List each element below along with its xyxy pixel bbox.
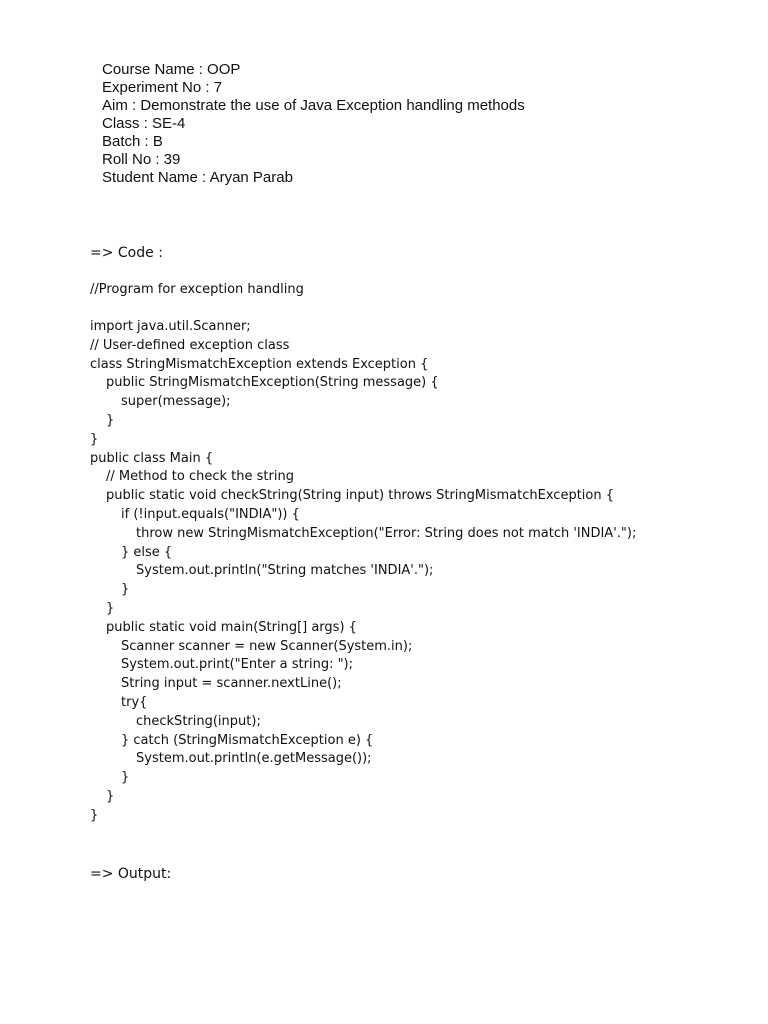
code-line: class StringMismatchException extends Exception { (90, 356, 429, 372)
code-line: checkString(input); (136, 713, 261, 729)
code-line: // Method to check the string (106, 469, 294, 485)
code-line: } (106, 600, 115, 616)
code-line: } (90, 807, 99, 823)
code-line: if (!input.equals("INDIA")) { (121, 506, 300, 522)
batch-info: Batch : B (102, 133, 163, 150)
roll-number: Roll No : 39 (102, 151, 181, 168)
code-line: System.out.println("String matches 'INDIA'."); (136, 563, 434, 579)
code-line: System.out.print("Enter a string: "); (121, 657, 354, 673)
code-line: } catch (StringMismatchException e) { (121, 732, 374, 748)
code-line: } (106, 788, 115, 804)
student-name: Student Name : Aryan Parab (102, 169, 293, 186)
code-line: public class Main { (90, 450, 214, 466)
code-line: public StringMismatchException(String message) { (106, 375, 439, 391)
code-line: throw new StringMismatchException("Error: String does not match 'INDIA'."); (136, 525, 637, 541)
code-line: } else { (121, 544, 173, 560)
aim: Aim : Demonstrate the use of Java Exception handling methods (102, 97, 525, 114)
code-line: public static void checkString(String input) throws StringMismatchException { (106, 488, 614, 504)
code-section-title: => Code : (90, 245, 163, 261)
code-line: } (121, 582, 130, 598)
code-block (90, 318, 636, 826)
code-line: import java.util.Scanner; (90, 319, 251, 334)
code-line: public static void main(String[] args) { (106, 619, 357, 635)
output-section-title: => Output: (90, 866, 172, 882)
class-info: Class : SE-4 (102, 115, 186, 132)
course-name: Course Name : OOP (102, 61, 241, 78)
code-line: } (121, 770, 130, 786)
code-line: String input = scanner.nextLine(); (121, 676, 342, 692)
code-line: try{ (121, 694, 148, 710)
code-line: } (90, 431, 99, 447)
program-comment: //Program for exception handling (90, 282, 304, 297)
code-line: Scanner scanner = new Scanner(System.in); (121, 638, 413, 654)
document-header (102, 61, 525, 187)
code-line: System.out.println(e.getMessage()); (136, 751, 372, 767)
code-line: super(message); (121, 394, 231, 410)
code-line: // User-defined exception class (90, 337, 290, 353)
experiment-number: Experiment No : 7 (102, 79, 223, 96)
code-line: } (106, 412, 115, 428)
